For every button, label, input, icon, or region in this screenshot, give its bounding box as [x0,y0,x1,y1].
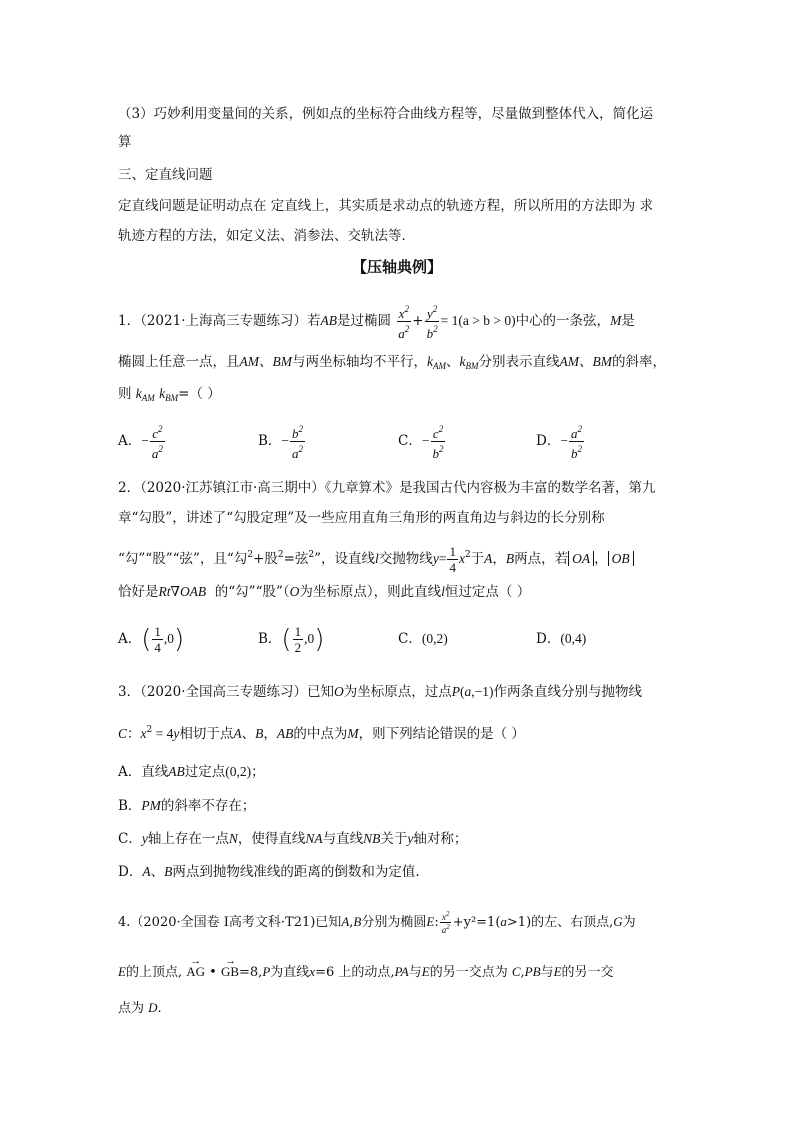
q2-line-3: “勾”“股”“弦”，且“勾$^2$+股$^2$=弦$^2$”，设直线l交抛物线y= $\frac{1}{4}$ $x^2$于A，B两点，若 OA ， OB [118,544,634,575]
q3-option-c: C．y轴上存在一点N，使得直线NA与直线NB关于y轴对称； [118,831,468,847]
q4-line-3: 点为 D. [118,1000,162,1016]
q2-line-1: 2．（2020·江苏镇江市·高三期中）《九章算术》是我国古代内容极为丰富的数学名著，第九 [118,480,656,496]
q3-line-2: C：$x^2 = 4y$相切于点A、B，AB的中点为M，则下列结论错误的是（ ） [118,725,525,742]
q1-option-a: A．− $\frac{c^2}{a^2}$ [118,424,163,461]
section-title: 【压轴典例】 [351,258,442,276]
section-heading: 三、定直线问题 [118,167,213,183]
q1-option-c: C．− $\frac{c^2}{b^2}$ [398,424,444,461]
q3-line-1: 3．（2020·全国高三专题练习）已知O为坐标原点，过点P(a,−1)作两条直线分别与抛物线 [118,684,642,700]
intro-line-2: 算 [118,134,132,150]
q3-option-a: A．直线AB过定点(0,2)； [118,764,265,780]
intro-line-1: （3）巧妙利用变量间的关系，例如点的坐标符合曲线方程等，尽量做到整体代入，简化运 [118,106,654,122]
q1-line-3: 则 $k_{AM}$ $k_{BM}=$（ ） [118,386,221,403]
q3-option-d: D．A、B两点到抛物线准线的距离的倒数和为定值. [118,864,420,880]
q2-option-a: A．( $\frac{1}{4}$ ,0) [118,624,185,655]
q2-line-4: 恰好是Rt∇OAB 的“勾”“股”（O为坐标原点），则此直线l恒过定点（ ） [118,584,531,600]
q2-option-b: B．( $\frac{1}{2}$ ,0) [258,624,325,655]
q1-line-2: 椭圆上任意一点，且AM、BM与两坐标轴均不平行，$k_{AM}$、$k_{BM}$分别表示直线AM、BM的斜率， [118,354,666,371]
q1-line-1: 1．（2021·上海高三专题练习）若AB是过椭圆 $\frac{x^2}{a^2}$ + $\frac{y^2}{b^2}$ = 1(a > b > 0)中心的一条弦，M是 [118,304,635,341]
q4-line-2: E的上顶点, → AG • → GB=8,P为直线x=6 上的动点,PA与E的另一交点为 C,PB与E的另一交 [118,962,614,983]
q3-option-b: B．PM的斜率不存在； [118,798,256,814]
intro-para-1: 定直线问题是证明动点在 定直线上，其实质是求动点的轨迹方程，所以所用的方法即为 求 [118,198,654,214]
q2-line-2: 章“勾股”，讲述了“勾股定理”及一些应用直角三角形的两直角边与斜边的长分别称 [118,510,605,526]
q2-option-d: D．(0,4) [536,631,587,647]
q2-option-c: C．(0,2) [398,631,448,647]
intro-para-2: 轨迹方程的方法，如定义法、消参法、交轨法等． [118,228,415,244]
q1-option-b: B．− $\frac{b^2}{a^2}$ [258,424,304,461]
q4-line-1: 4.（2020·全国卷 Ⅰ高考文科·T21)已知A,B分别为椭圆E: $\frac{x^2}{a^2}$ +y²=1(a>1)的左、右顶点,G为 [118,910,636,935]
q1-option-d: D．− $\frac{a^2}{b^2}$ [536,424,582,461]
